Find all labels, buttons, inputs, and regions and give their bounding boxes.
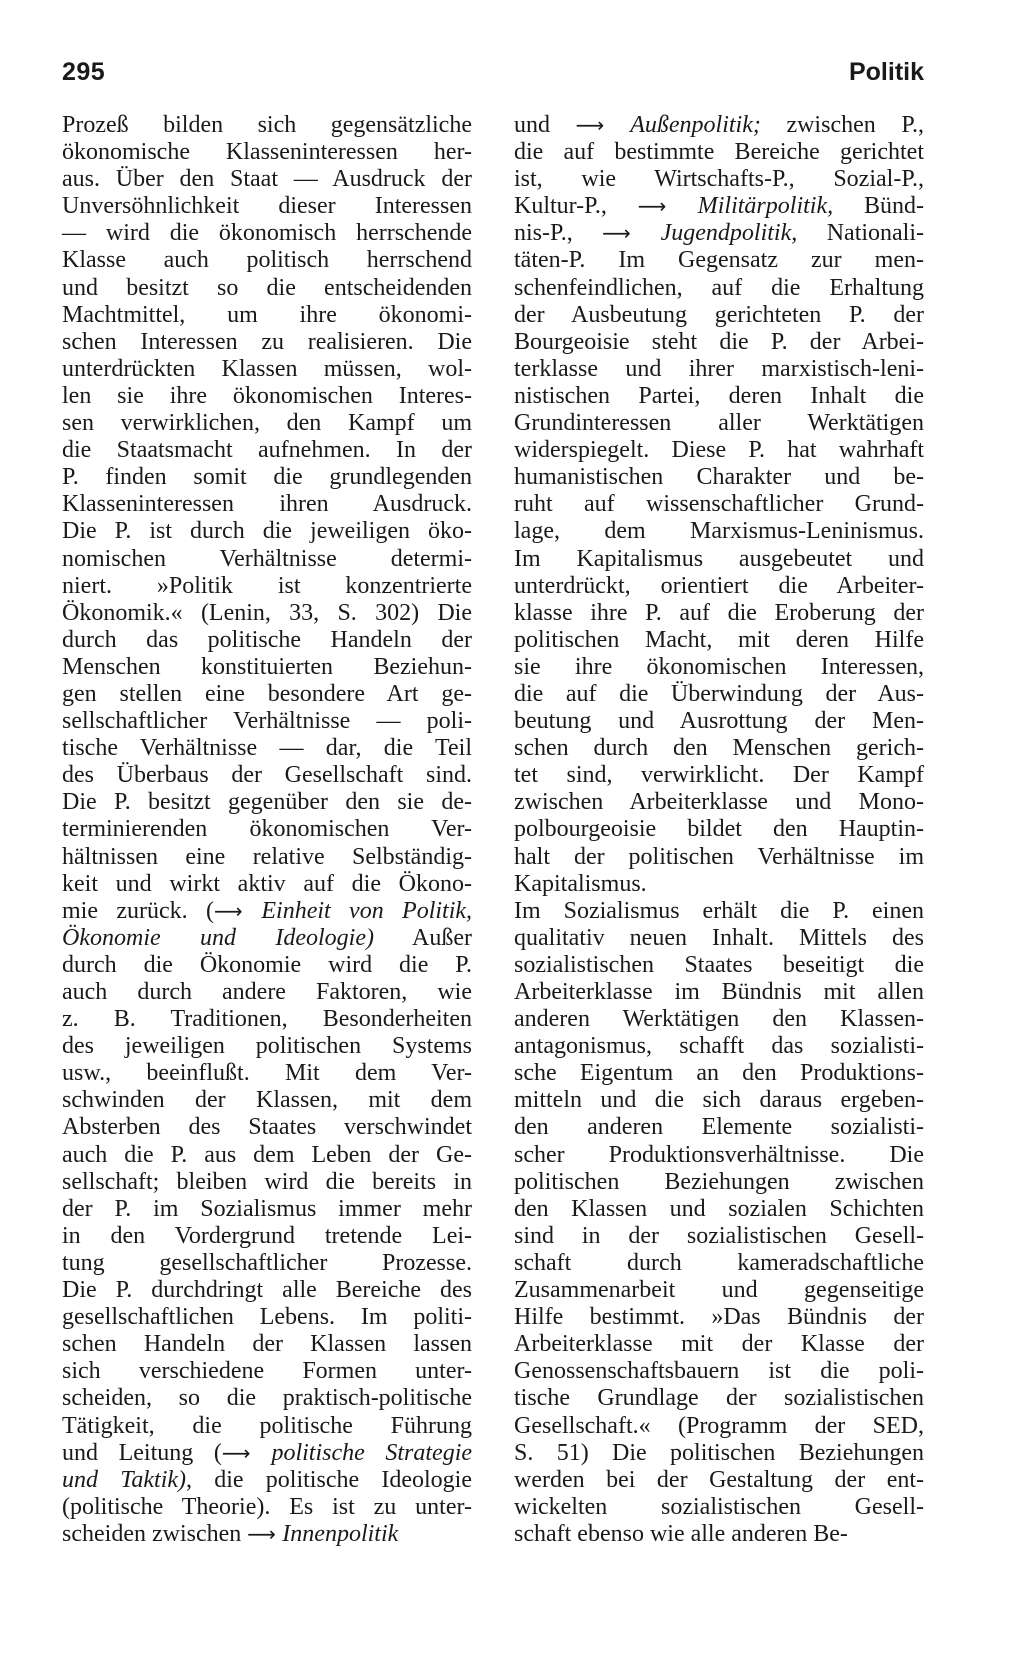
text-line bbox=[514, 979, 924, 1006]
text-line bbox=[514, 952, 924, 979]
text-line bbox=[514, 437, 924, 464]
text-segment: Klasse auch politisch herrschend bbox=[62, 247, 472, 274]
text-line bbox=[62, 1169, 472, 1196]
text-segment: z. B. Traditionen, Besonderheiten bbox=[62, 1006, 472, 1033]
text-segment: hältnissen eine relative Selbständig- bbox=[62, 843, 472, 870]
text-line bbox=[514, 1087, 924, 1114]
text-line bbox=[514, 708, 924, 735]
cross-reference-arrow-icon: ⟶ bbox=[213, 898, 262, 923]
text-line bbox=[62, 762, 472, 789]
text-segment: schaft ebenso wie alle anderen Be- bbox=[514, 1520, 848, 1547]
text-segment: unterdrückt, orientiert die Arbeiter- bbox=[514, 572, 924, 599]
text-line bbox=[62, 654, 472, 681]
text-segment: schwinden der Klassen, mit dem bbox=[62, 1087, 472, 1114]
text-segment: der P. im Sozialismus immer mehr bbox=[62, 1195, 472, 1222]
text-line bbox=[62, 871, 472, 898]
text-segment: tische Grundlage der sozialistischen bbox=[514, 1385, 924, 1412]
text-segment: terklasse und ihrer marxistisch-leni- bbox=[514, 355, 924, 382]
text-line bbox=[62, 1467, 472, 1494]
text-segment: ruht auf wissenschaftlicher Grund- bbox=[514, 491, 924, 518]
text-segment: sen verwirklichen, den Kampf um bbox=[62, 410, 472, 437]
text-segment: durch das politische Handeln der bbox=[62, 626, 472, 653]
text-line bbox=[514, 681, 924, 708]
text-line bbox=[62, 518, 472, 545]
text-segment: aus. Über den Staat — Ausdruck der bbox=[62, 166, 472, 193]
text-segment: polbourgeoisie bildet den Hauptin- bbox=[514, 816, 924, 843]
text-line bbox=[62, 573, 472, 600]
text-line bbox=[62, 220, 472, 247]
text-segment: keit und wirkt aktiv auf die Ökono- bbox=[62, 870, 472, 897]
text-line bbox=[62, 464, 472, 491]
text-segment: die auf bestimmte Bereiche gerichtet bbox=[514, 139, 924, 166]
text-segment: auch durch andere Faktoren, wie bbox=[62, 979, 472, 1005]
text-line bbox=[514, 1060, 924, 1087]
text-line bbox=[514, 1440, 924, 1467]
text-line bbox=[514, 247, 924, 274]
text-segment: Außer bbox=[373, 924, 472, 951]
text-line bbox=[514, 1033, 924, 1060]
text-segment: usw., beeinflußt. Mit dem Ver- bbox=[62, 1060, 472, 1087]
text-segment: werden bei der Gestaltung der ent- bbox=[514, 1466, 924, 1493]
text-line bbox=[514, 275, 924, 302]
text-segment: Zusammenarbeit und gegenseitige bbox=[514, 1277, 924, 1304]
text-segment: zwischen P., bbox=[760, 112, 925, 138]
text-line bbox=[62, 275, 472, 302]
text-segment: beutung und Ausrottung der Men- bbox=[514, 708, 924, 735]
text-line bbox=[62, 1114, 472, 1141]
text-line bbox=[62, 816, 472, 843]
text-line bbox=[514, 356, 924, 383]
text-line bbox=[62, 1142, 472, 1169]
text-segment: Gesellschaft.« (Programm der SED, bbox=[514, 1412, 924, 1439]
text-line bbox=[514, 925, 924, 952]
text-segment: gen stellen eine besondere Art ge- bbox=[62, 680, 472, 707]
text-segment: P. finden somit die grundlegenden bbox=[62, 464, 472, 491]
text-line bbox=[514, 789, 924, 816]
text-segment: Bourgeoisie steht die P. der Arbei- bbox=[514, 328, 924, 355]
text-line bbox=[62, 139, 472, 166]
cross-reference-term: Ökonomie und Ideologie) bbox=[62, 924, 374, 951]
text-segment: Hilfe bestimmt. »Das Bündnis der bbox=[514, 1304, 924, 1331]
text-segment: scheiden, so die praktisch-politische bbox=[62, 1385, 472, 1412]
text-line bbox=[514, 600, 924, 627]
text-segment: unterdrückten Klassen müssen, wol- bbox=[62, 355, 472, 382]
text-segment: mie zurück. ( bbox=[62, 897, 214, 924]
cross-reference-arrow-icon: ⟶ bbox=[247, 1521, 283, 1546]
text-segment: lage, dem Marxismus-Leninismus. bbox=[514, 518, 924, 545]
text-segment: mitteln und die sich daraus ergeben- bbox=[514, 1087, 924, 1114]
cross-reference-arrow-icon: ⟶ bbox=[221, 1440, 272, 1465]
text-line bbox=[514, 735, 924, 762]
text-segment: schen durch den Menschen gerich- bbox=[514, 735, 924, 762]
text-segment: sche Eigentum an den Produktions- bbox=[514, 1060, 924, 1087]
text-line bbox=[62, 1440, 472, 1467]
text-segment: anderen Werktätigen den Klassen- bbox=[514, 1006, 924, 1033]
text-line bbox=[62, 600, 472, 627]
text-line bbox=[62, 1521, 472, 1548]
cross-reference-arrow-icon: ⟶ bbox=[575, 113, 631, 137]
text-line bbox=[62, 925, 472, 952]
text-segment: und bbox=[514, 112, 576, 138]
text-line bbox=[514, 1385, 924, 1412]
text-line bbox=[514, 112, 924, 139]
text-segment: Unversöhnlichkeit dieser Interessen bbox=[62, 193, 472, 220]
text-line bbox=[514, 1494, 924, 1521]
text-segment: Nationali- bbox=[797, 220, 925, 247]
text-line bbox=[514, 1277, 924, 1304]
text-line bbox=[514, 1358, 924, 1385]
text-line bbox=[62, 1196, 472, 1223]
text-segment: gesellschaftlichen Lebens. Im politi- bbox=[62, 1304, 472, 1331]
text-line bbox=[514, 1467, 924, 1494]
text-line bbox=[514, 627, 924, 654]
text-segment: die Staatsmacht aufnehmen. In der bbox=[62, 437, 472, 464]
text-segment: politischen Beziehungen zwischen bbox=[514, 1168, 924, 1195]
text-line bbox=[62, 1304, 472, 1331]
text-line bbox=[62, 247, 472, 274]
text-line bbox=[514, 1196, 924, 1223]
text-line bbox=[514, 302, 924, 329]
text-segment: scheiden zwischen bbox=[62, 1520, 248, 1547]
text-segment: sellschaftlicher Verhältnisse — poli- bbox=[62, 708, 472, 735]
text-segment: täten-P. Im Gegensatz zur men- bbox=[514, 247, 924, 274]
text-line bbox=[62, 1385, 472, 1412]
cross-reference-arrow-icon: ⟶ bbox=[602, 221, 661, 246]
text-segment: sellschaft; bleiben wird die bereits in bbox=[62, 1168, 472, 1195]
text-segment: klasse ihre P. auf die Eroberung der bbox=[514, 599, 924, 626]
text-segment: tische Verhältnisse — dar, die Teil bbox=[62, 735, 472, 762]
text-segment: ökonomische Klasseninteressen her- bbox=[62, 139, 472, 166]
text-segment: scher Produktionsverhältnisse. Die bbox=[514, 1141, 924, 1168]
text-segment: nis-P., bbox=[514, 220, 603, 247]
text-line bbox=[62, 952, 472, 979]
text-segment: Menschen konstituierten Beziehun- bbox=[62, 653, 472, 680]
text-line bbox=[62, 1331, 472, 1358]
text-line bbox=[62, 681, 472, 708]
text-segment: Klasseninteressen ihren Ausdruck. bbox=[62, 491, 472, 518]
text-segment: Machtmittel, um ihre ökonomi- bbox=[62, 301, 472, 328]
text-line bbox=[62, 898, 472, 925]
text-line bbox=[514, 220, 924, 247]
text-line bbox=[514, 1114, 924, 1141]
text-segment: Tätigkeit, die politische Führung bbox=[62, 1412, 472, 1439]
cross-reference-term: Außenpolitik; bbox=[630, 112, 761, 138]
text-segment: und Leitung ( bbox=[62, 1439, 222, 1466]
text-segment: schen Interessen zu realisieren. Die bbox=[62, 328, 472, 355]
text-line bbox=[62, 356, 472, 383]
text-segment: nomischen Verhältnisse determi- bbox=[62, 545, 472, 572]
text-line bbox=[514, 1331, 924, 1358]
text-line bbox=[514, 139, 924, 166]
text-segment: Die P. besitzt gegenüber den sie de- bbox=[62, 789, 472, 816]
text-segment: Im Kapitalismus ausgebeutet und bbox=[514, 545, 924, 572]
text-segment: sich verschiedene Formen unter- bbox=[62, 1358, 472, 1385]
text-line bbox=[62, 329, 472, 356]
text-segment: ist, wie Wirtschafts-P., Sozial-P., bbox=[514, 166, 924, 193]
text-segment: den anderen Elemente sozialisti- bbox=[514, 1114, 924, 1141]
text-line bbox=[514, 816, 924, 843]
text-line bbox=[62, 708, 472, 735]
text-line bbox=[62, 383, 472, 410]
text-line bbox=[62, 1087, 472, 1114]
text-line bbox=[514, 1250, 924, 1277]
text-line bbox=[62, 844, 472, 871]
text-segment: Kultur-P., bbox=[514, 193, 638, 220]
text-line bbox=[514, 410, 924, 437]
text-line bbox=[514, 383, 924, 410]
text-segment: Grundinteressen aller Werktätigen bbox=[514, 410, 924, 437]
text-line bbox=[62, 1223, 472, 1250]
page-number: 295 bbox=[62, 58, 106, 86]
text-line bbox=[514, 1413, 924, 1440]
text-segment: wickelten sozialistischen Gesell- bbox=[514, 1493, 924, 1520]
text-segment: des jeweiligen politischen Systems bbox=[62, 1033, 472, 1060]
text-line bbox=[514, 518, 924, 545]
text-line bbox=[514, 491, 924, 518]
text-line bbox=[514, 464, 924, 491]
text-line bbox=[62, 1250, 472, 1277]
left-column bbox=[62, 112, 472, 1548]
text-line bbox=[514, 329, 924, 356]
text-segment: in den Vordergrund tretende Lei- bbox=[62, 1222, 472, 1249]
text-line bbox=[62, 491, 472, 518]
text-line bbox=[514, 1169, 924, 1196]
text-segment: Genossenschaftsbauern ist die poli- bbox=[514, 1358, 924, 1385]
text-line bbox=[62, 979, 472, 1006]
text-line bbox=[62, 627, 472, 654]
text-segment: Absterben des Staates verschwindet bbox=[62, 1114, 472, 1141]
running-head: Politik bbox=[848, 58, 924, 86]
text-segment: tet sind, verwirklicht. Der Kampf bbox=[514, 762, 924, 789]
text-line bbox=[62, 1060, 472, 1087]
text-segment: halt der politischen Verhältnisse im bbox=[514, 843, 924, 870]
text-segment: die auf die Überwindung der Aus- bbox=[514, 680, 924, 707]
text-segment: tung gesellschaftlicher Prozesse. bbox=[62, 1249, 472, 1276]
text-segment: (politische Theorie). Es ist zu unter- bbox=[62, 1493, 472, 1520]
text-line bbox=[514, 844, 924, 871]
text-line bbox=[514, 193, 924, 220]
text-line bbox=[514, 654, 924, 681]
text-line bbox=[514, 1223, 924, 1250]
text-segment: Ökonomik.« (Lenin, 33, S. 302) Die bbox=[62, 599, 472, 626]
text-line bbox=[514, 1304, 924, 1331]
cross-reference-term: Jugendpolitik, bbox=[660, 220, 798, 247]
text-line bbox=[514, 166, 924, 193]
text-line bbox=[514, 1142, 924, 1169]
text-segment: niert. »Politik ist konzentrierte bbox=[62, 572, 472, 599]
text-segment: terminierenden ökonomischen Ver- bbox=[62, 816, 472, 843]
text-segment: Die P. ist durch die jeweiligen öko- bbox=[62, 518, 472, 545]
text-segment: den Klassen und sozialen Schichten bbox=[514, 1195, 924, 1222]
text-line bbox=[62, 410, 472, 437]
text-line bbox=[62, 1494, 472, 1521]
text-segment: len sie ihre ökonomischen Interes- bbox=[62, 382, 472, 409]
text-line bbox=[514, 546, 924, 573]
cross-reference-term: Militärpolitik, bbox=[697, 193, 834, 220]
text-line bbox=[62, 437, 472, 464]
text-line bbox=[62, 1277, 472, 1304]
text-segment: Im Sozialismus erhält die P. einen bbox=[514, 897, 924, 924]
cross-reference-term: politische Strategie bbox=[271, 1439, 473, 1466]
text-line bbox=[514, 871, 924, 898]
text-segment: Kapitalismus. bbox=[514, 870, 647, 897]
text-segment: Prozeß bilden sich gegensätzliche bbox=[62, 112, 472, 138]
text-line bbox=[62, 1413, 472, 1440]
text-segment: des Überbaus der Gesellschaft sind. bbox=[62, 762, 472, 789]
text-segment: Die P. durchdringt alle Bereiche des bbox=[62, 1277, 472, 1304]
text-line bbox=[514, 762, 924, 789]
text-line bbox=[62, 112, 472, 139]
text-segment: S. 51) Die politischen Beziehungen bbox=[514, 1439, 924, 1466]
text-segment: schenfeindlichen, auf die Erhaltung bbox=[514, 274, 924, 301]
text-segment: Bünd- bbox=[833, 193, 925, 220]
text-segment: nistischen Partei, deren Inhalt die bbox=[514, 382, 924, 409]
text-line bbox=[62, 1358, 472, 1385]
text-segment: politischen Macht, mit deren Hilfe bbox=[514, 626, 924, 653]
text-segment: Arbeiterklasse im Bündnis mit allen bbox=[514, 979, 924, 1005]
text-line bbox=[514, 1521, 924, 1548]
text-line bbox=[62, 193, 472, 220]
text-line bbox=[62, 735, 472, 762]
text-line bbox=[62, 1033, 472, 1060]
cross-reference-term: Innenpolitik bbox=[282, 1520, 399, 1547]
text-line bbox=[514, 898, 924, 925]
text-segment: der Ausbeutung gerichteten P. der bbox=[514, 301, 924, 328]
text-line bbox=[62, 546, 472, 573]
right-column bbox=[514, 112, 924, 1548]
text-segment: auch die P. aus dem Leben der Ge- bbox=[62, 1141, 472, 1168]
text-segment: sind in der sozialistischen Gesell- bbox=[514, 1222, 924, 1249]
text-line bbox=[62, 1006, 472, 1033]
text-segment: und besitzt so die entscheidenden bbox=[62, 274, 472, 301]
text-segment: zwischen Arbeiterklasse und Mono- bbox=[514, 789, 924, 816]
text-segment: sozialistischen Staates beseitigt die bbox=[514, 951, 924, 978]
text-line bbox=[514, 573, 924, 600]
text-segment: , die politische Ideologie bbox=[186, 1466, 472, 1493]
text-segment: schaft durch kameradschaftliche bbox=[514, 1249, 924, 1276]
text-line bbox=[62, 789, 472, 816]
cross-reference-arrow-icon: ⟶ bbox=[637, 194, 698, 219]
text-segment: schen Handeln der Klassen lassen bbox=[62, 1331, 472, 1358]
cross-reference-term: Einheit von Politik, bbox=[261, 897, 473, 924]
text-segment: widerspiegelt. Diese P. hat wahrhaft bbox=[514, 437, 924, 464]
text-line bbox=[514, 1006, 924, 1033]
text-segment: — wird die ökonomisch herrschende bbox=[62, 220, 472, 247]
text-segment: Arbeiterklasse mit der Klasse der bbox=[514, 1331, 924, 1358]
text-line bbox=[62, 166, 472, 193]
text-segment: sie ihre ökonomischen Interessen, bbox=[514, 653, 924, 680]
text-segment: humanistischen Charakter und be- bbox=[514, 464, 924, 491]
text-segment: qualitativ neuen Inhalt. Mittels des bbox=[514, 924, 924, 951]
text-segment: durch die Ökonomie wird die P. bbox=[62, 951, 472, 978]
text-line bbox=[62, 302, 472, 329]
text-segment: antagonismus, schafft das sozialisti- bbox=[514, 1033, 924, 1060]
cross-reference-term: und Taktik) bbox=[62, 1466, 187, 1493]
